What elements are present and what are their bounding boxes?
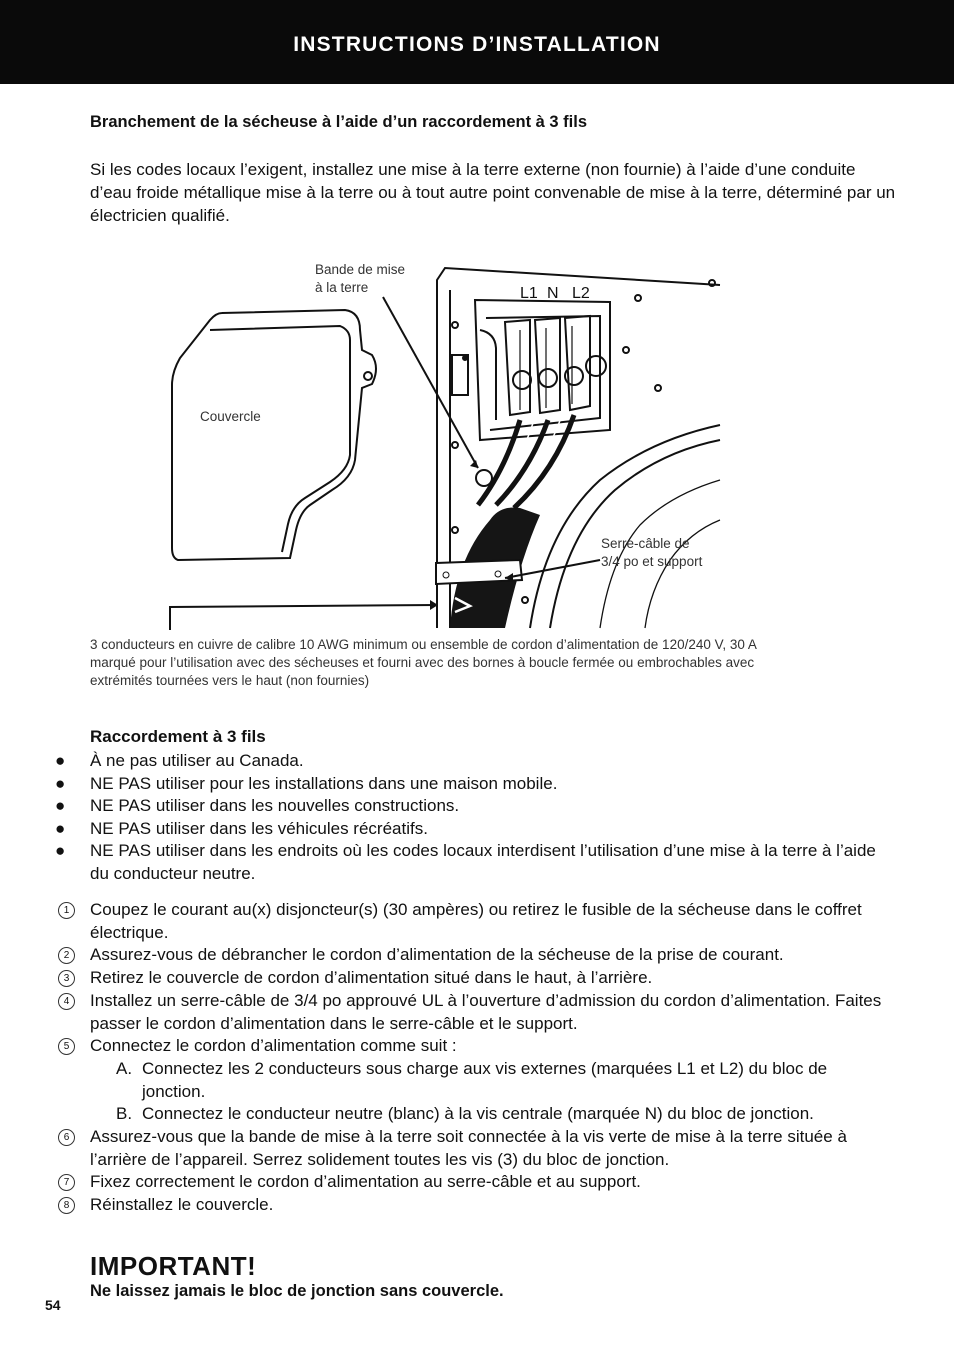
bullet-item: ● NE PAS utiliser pour les installations dans une maison mobile. <box>0 773 890 796</box>
wiring-diagram <box>0 240 954 640</box>
cover-label: Couvercle <box>200 409 261 424</box>
bullet-icon: ● <box>55 751 66 770</box>
wiring-subtitle: Raccordement à 3 fils <box>90 727 266 746</box>
ground-strap-label-line1: Bande de mise <box>315 262 406 277</box>
bullet-item: ● NE PAS utiliser dans les véhicules récréatifs. <box>0 818 890 841</box>
terminal-l1-label: L1 <box>520 285 538 302</box>
bullet-icon: ● <box>55 818 66 838</box>
bullet-item: ● NE PAS utiliser dans les endroits où les codes locaux interdisent l’utilisation d’une mise à la terre à l’aide du conducteur neutre. <box>55 841 876 883</box>
step-item: 7 Fixez correctement le cordon d’alimentation au serre-câble et au support. <box>0 1171 900 1194</box>
step-item: 1 Coupez le courant au(x) disjoncteur(s) (30 ampères) ou retirez le fusible de la sécheuse dans le coffret électrique. <box>0 899 900 944</box>
intro-paragraph: Si les codes locaux l’exigent, installez une mise à la terre externe (non fournie) à l’aide d’une conduite d’eau froide métallique mise à la terre ou à tout autre point convenable de mise à la terre, déterminé par un électricien qualifié. <box>90 160 896 225</box>
section-title: Branchement de la sécheuse à l’aide d’un raccordement à 3 fils <box>90 113 588 131</box>
bullet-icon: ● <box>55 773 66 793</box>
step-item: 5 Connectez le cordon d’alimentation comme suit : <box>0 1035 900 1058</box>
step-item: 8 Réinstallez le couvercle. <box>0 1194 900 1217</box>
substep-item: A. Connectez les 2 conducteurs sous charge aux vis externes (marquées L1 et L2) du bloc de jonction. <box>116 1058 828 1101</box>
step-number: 2 <box>58 947 75 964</box>
step-number: 8 <box>58 1197 75 1214</box>
step-number: 6 <box>58 1129 75 1146</box>
bullet-icon: ● <box>55 841 66 860</box>
warning-bullet-list <box>0 750 954 885</box>
step-list <box>0 899 954 1217</box>
bullet-item: ● À ne pas utiliser au Canada. <box>0 750 890 773</box>
page-number: 54 <box>45 1297 61 1313</box>
page-header <box>0 0 954 84</box>
strain-relief-label-line2: 3/4 po et support <box>601 554 703 569</box>
ground-strap-label-line2: à la terre <box>315 280 369 295</box>
step-number: 7 <box>58 1174 75 1191</box>
bullet-item: ● NE PAS utiliser dans les nouvelles constructions. <box>0 795 890 818</box>
header-title: INSTRUCTIONS D’INSTALLATION <box>293 33 661 56</box>
strain-relief-label-line1: Serre-câble de <box>601 536 690 551</box>
step-number: 4 <box>58 993 75 1010</box>
step-number: 1 <box>58 902 75 919</box>
step-number: 5 <box>58 1038 75 1055</box>
terminal-n-label: N <box>547 285 559 302</box>
bullet-icon: ● <box>55 796 66 815</box>
step-item: 4 Installez un serre-câble de 3/4 po approuvé UL à l’ouverture d’admission du cordon d’alimentation. Faites passer le cordon d’alimentation dans le serre-câble et le support. <box>0 990 900 1035</box>
step-item: 3 Retirez le couvercle de cordon d’alimentation situé dans le haut, à l’arrière. <box>0 967 900 990</box>
important-heading: IMPORTANT! <box>90 1251 257 1281</box>
figure-caption: 3 conducteurs en cuivre de calibre 10 AWG minimum ou ensemble de cordon d’alimentation de 120/240 V, 30 A marqué pour l’utilisation avec des sécheuses et fourni avec des bornes à boucle fermée ou embrochables avec extrémités tournées vers le haut (non fournies) <box>90 637 757 688</box>
step-number: 3 <box>58 970 75 987</box>
step-item: 2 Assurez-vous de débrancher le cordon d’alimentation de la sécheuse de la prise de courant. <box>0 944 900 967</box>
step-item: 6 Assurez-vous que la bande de mise à la terre soit connectée à la vis verte de mise à la terre située à l’arrière de l’appareil. Serrez solidement toutes les vis (3) du bloc de jonction. <box>0 1126 900 1171</box>
substep-item: B. Connectez le conducteur neutre (blanc) à la vis centrale (marquée N) du bloc de jonction. <box>116 1104 814 1124</box>
cover-illustration <box>172 310 376 560</box>
important-text: Ne laissez jamais le bloc de jonction sans couvercle. <box>90 1282 504 1300</box>
terminal-l2-label: L2 <box>572 285 590 302</box>
